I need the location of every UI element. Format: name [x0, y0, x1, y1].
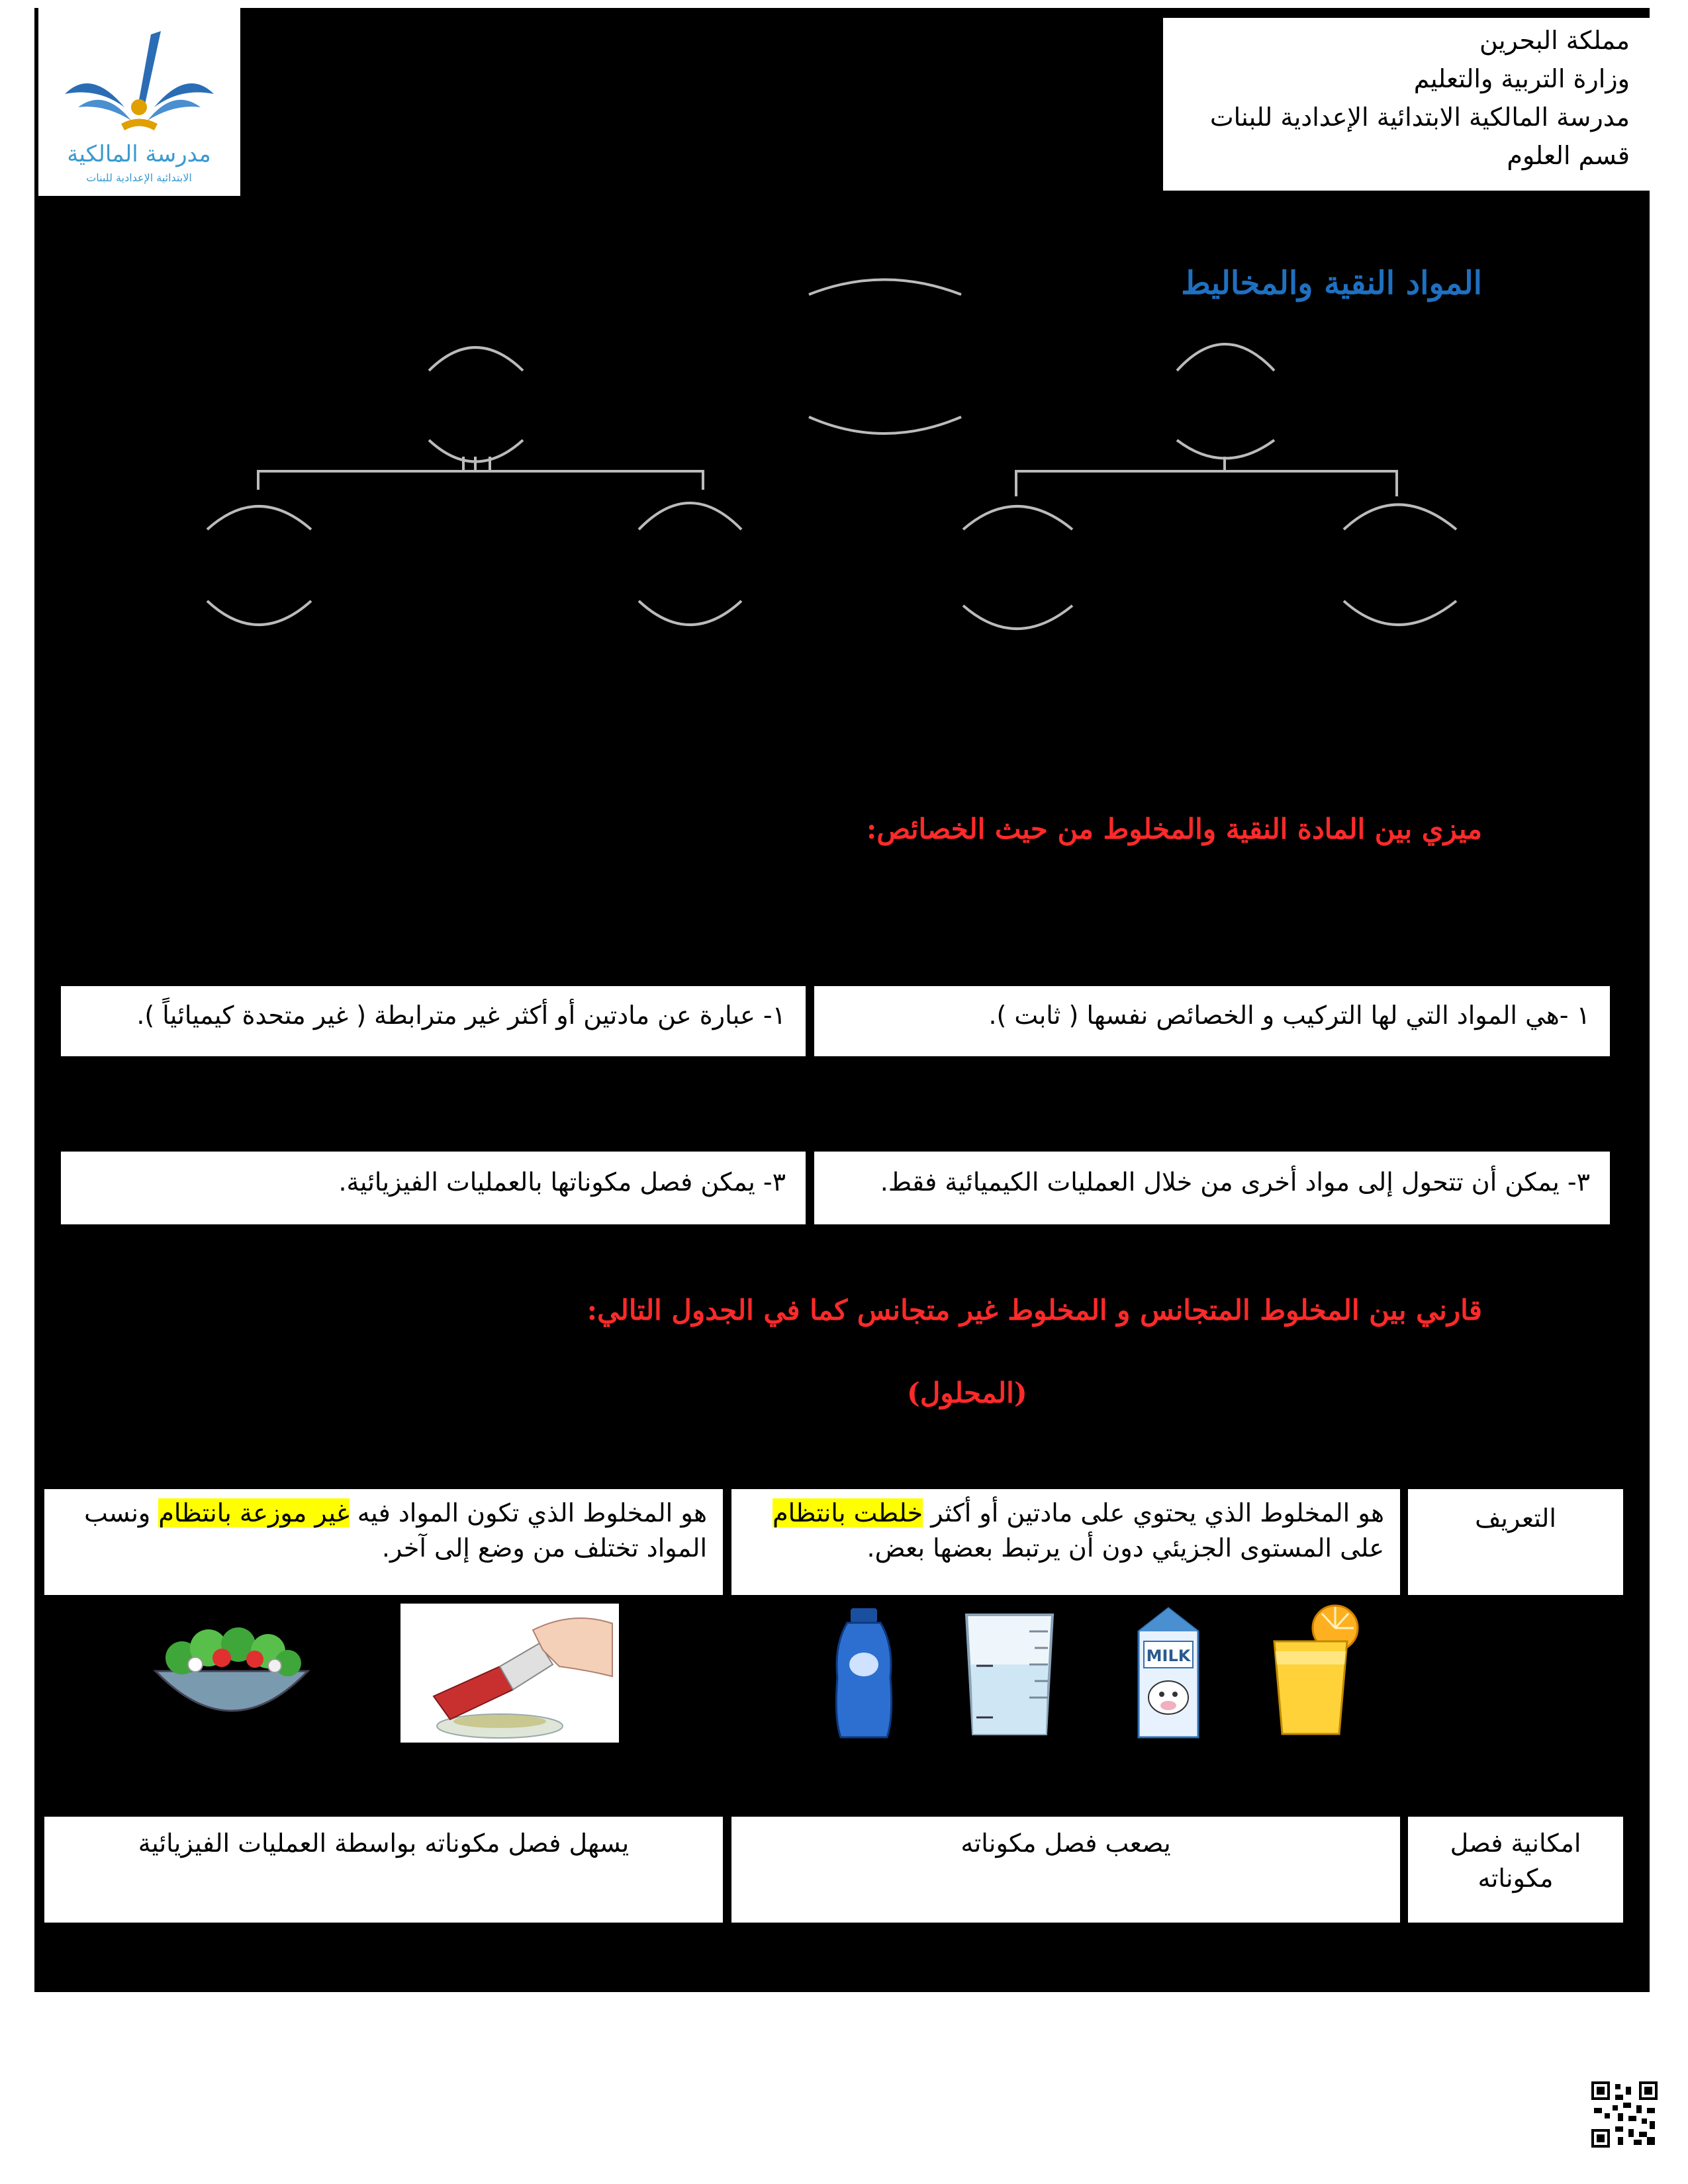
concept-map-leaf-4[interactable]	[1344, 505, 1456, 625]
orange-juice-glass-icon	[1261, 1602, 1360, 1741]
header-department: قسم العلوم	[1507, 141, 1630, 170]
concept-map-node-right[interactable]	[1177, 344, 1274, 459]
heterogeneous-definition-cell	[44, 1489, 723, 1595]
compare-heading: قارني بين المخلوط المتجانس و المخلوط غير متجانس كما في الجدول التالي:	[586, 1294, 1482, 1326]
distinguish-heading: ميزي بين المادة النقية والمخلوط من حيث الخصائص:	[866, 813, 1482, 845]
heterogeneous-definition-a: هو المخلوط الذي تكون المواد فيه	[357, 1498, 707, 1527]
concept-map-root-node[interactable]	[809, 280, 961, 434]
mixture-property-3-text: ٣- يمكن فصل مكوناتها بالعمليات الفيزيائية.	[338, 1167, 786, 1197]
separation-label: امكانية فصل مكوناته	[1450, 1829, 1581, 1893]
definition-label-cell	[1408, 1489, 1623, 1595]
concept-map-connector-right	[1016, 457, 1397, 496]
water-bottle-icon	[827, 1605, 900, 1744]
qr-code-icon	[1591, 2081, 1658, 2148]
mixture-property-3[interactable]	[61, 1152, 806, 1224]
homogeneous-definition-highlight: خلطت بانتظام	[773, 1498, 923, 1527]
heterogeneous-separation: يسهل فصل مكوناته بواسطة العمليات الفيزيائية	[138, 1829, 630, 1858]
definition-label: التعريف	[1475, 1504, 1556, 1533]
pure-property-1-text: ١ -هي المواد التي لها التركيب و الخصائص نفسها ( ثابت ).	[988, 1001, 1590, 1030]
milk-label: MILK	[1146, 1647, 1191, 1665]
homogeneous-separation-cell	[731, 1817, 1400, 1923]
homogeneous-definition-b: على المستوى الجزيئي دون أن يرتبط بعضها بعض.	[867, 1533, 1384, 1563]
separation-label-cell	[1408, 1817, 1623, 1923]
pure-property-1[interactable]	[814, 986, 1610, 1056]
milk-carton-icon	[1125, 1605, 1211, 1741]
grating-cheese-image	[400, 1604, 619, 1743]
mixture-property-1[interactable]	[61, 986, 806, 1056]
pure-property-3-text: ٣- يمكن أن تتحول إلى مواد أخرى من خلال العمليات الكيميائية فقط.	[880, 1167, 1590, 1197]
salad-bowl-icon	[149, 1618, 314, 1737]
header-ministry: وزارة التربية والتعليم	[1413, 64, 1630, 93]
header-school: مدرسة المالكية الابتدائية الإعدادية للبنات	[1209, 103, 1630, 132]
concept-map-leaf-3[interactable]	[963, 506, 1072, 629]
pure-property-3[interactable]	[814, 1152, 1610, 1224]
heterogeneous-definition-highlight: غير موزعة بانتظام	[158, 1498, 350, 1527]
logo-school-name: مدرسة المالكية	[67, 141, 211, 167]
page-title: المواد النقية والمخاليط	[1181, 265, 1482, 302]
solution-label: (المحلول)	[907, 1377, 1027, 1409]
logo-subtitle: الابتدائية الإعدادية للبنات	[86, 171, 192, 184]
concept-map-node-left[interactable]	[429, 347, 523, 462]
heterogeneous-definition-b: ونسب المواد تختلف من وضع إلى آخر.	[84, 1498, 707, 1563]
homogeneous-definition-cell	[731, 1489, 1400, 1595]
beaker-icon	[957, 1605, 1062, 1741]
homogeneous-definition-a: هو المخلوط الذي يحتوي على مادتين أو أكثر	[931, 1498, 1384, 1527]
homogeneous-separation: يصعب فصل مكوناته	[961, 1829, 1171, 1858]
mixture-property-1-text: ١- عبارة عن مادتين أو أكثر غير مترابطة ( غير متحدة كيميائياً ).	[136, 1001, 786, 1030]
concept-map-leaf-2[interactable]	[639, 503, 741, 625]
header-country: مملكة البحرين	[1479, 26, 1630, 55]
heterogeneous-separation-cell	[44, 1817, 723, 1923]
concept-map-leaf-1[interactable]	[207, 506, 311, 625]
concept-map	[0, 0, 1688, 728]
